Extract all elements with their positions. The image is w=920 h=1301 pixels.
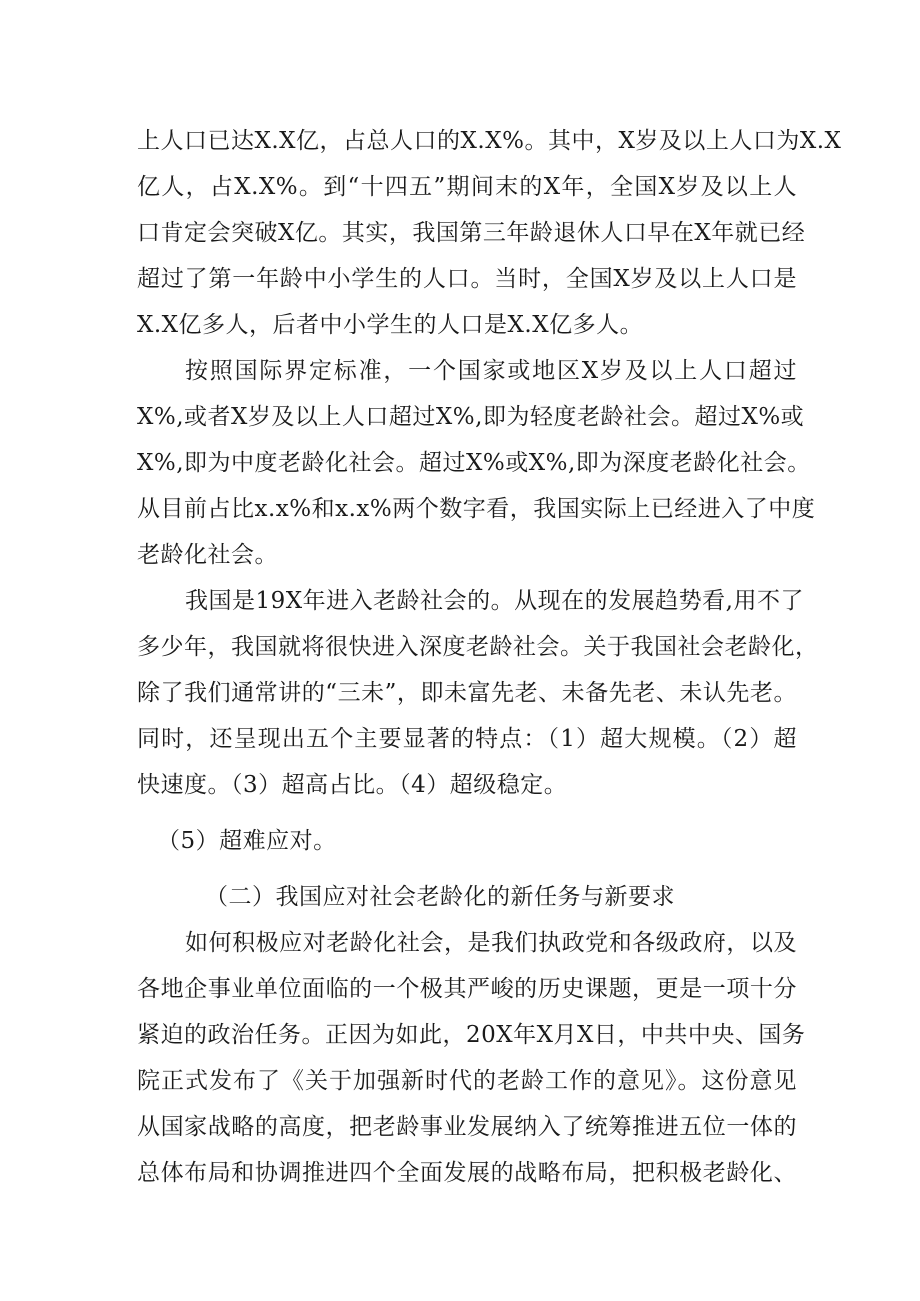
text-line: 口肯定会突破X亿。其实，我国第三年龄退休人口早在X年就已经: [137, 220, 806, 246]
text-line: X.X亿多人，后者中小学生的人口是X.X亿多人。: [137, 312, 644, 338]
paragraph-4: [137, 818, 797, 864]
text-line: X%,即为中度老龄化社会。超过X%或X%,即为深度老龄化社会。: [137, 450, 811, 476]
paragraph-3: [137, 578, 819, 808]
document-body: [137, 118, 842, 1196]
paragraph-1: [137, 118, 842, 348]
text-line: 多少年，我国就将很快进入深度老龄社会。关于我国社会老龄化，: [137, 634, 819, 660]
text-line: 除了我们通常讲的“三未”，即未富先老、未备先老、未认先老。: [137, 680, 797, 706]
spacer: [137, 864, 797, 874]
text-line: 同时，还呈现出五个主要显著的特点：（1）超大规模。（2）超: [137, 726, 797, 752]
section-heading-text: （二）我国应对社会老龄化的新任务与新要求: [205, 884, 675, 910]
text-line: 院正式发布了《关于加强新时代的老龄工作的意见》。这份意见: [137, 1068, 797, 1094]
text-line: 快速度。（3）超高占比。（4）超级稳定。: [137, 772, 568, 798]
text-line: 按照国际界定标准，一个国家或地区X岁及以上人口超过: [185, 358, 797, 384]
text-line: 从国家战略的高度，把老龄事业发展纳入了统筹推进五位一体的: [137, 1114, 797, 1140]
text-line: 老龄化社会。: [137, 542, 278, 568]
section-heading: [137, 874, 797, 920]
text-line: 上人口已达X.X亿，占总人口的X.X%。其中，X岁及以上人口为X.X: [137, 128, 842, 154]
text-line: 如何积极应对老龄化社会，是我们执政党和各级政府，以及: [185, 930, 797, 956]
text-line: 超过了第一年龄中小学生的人口。当时，全国X岁及以上人口是: [137, 266, 797, 292]
text-line: 总体布局和协调推进四个全面发展的战略布局，把积极老龄化、: [137, 1160, 797, 1186]
paragraph-5: [137, 920, 806, 1196]
paragraph-2: [137, 348, 816, 578]
text-line: X%,或者X岁及以上人口超过X%,即为轻度老龄社会。超过X%或: [137, 404, 805, 430]
text-line: （5）超难应对。: [157, 828, 337, 854]
text-line: 从目前占比x.x%和x.x%两个数字看，我国实际上已经进入了中度: [137, 496, 816, 522]
text-line: 各地企事业单位面临的一个极其严峻的历史课题，更是一项十分: [137, 976, 797, 1002]
spacer: [137, 808, 797, 818]
text-line: 我国是19X年进入老龄社会的。从现在的发展趋势看,用不了: [185, 588, 804, 614]
text-line: 紧迫的政治任务。正因为如此，20X年X月X日，中共中央、国务: [137, 1022, 806, 1048]
text-line: 亿人，占X.X%。到“十四五”期间末的X年，全国X岁及以上人: [137, 174, 797, 200]
